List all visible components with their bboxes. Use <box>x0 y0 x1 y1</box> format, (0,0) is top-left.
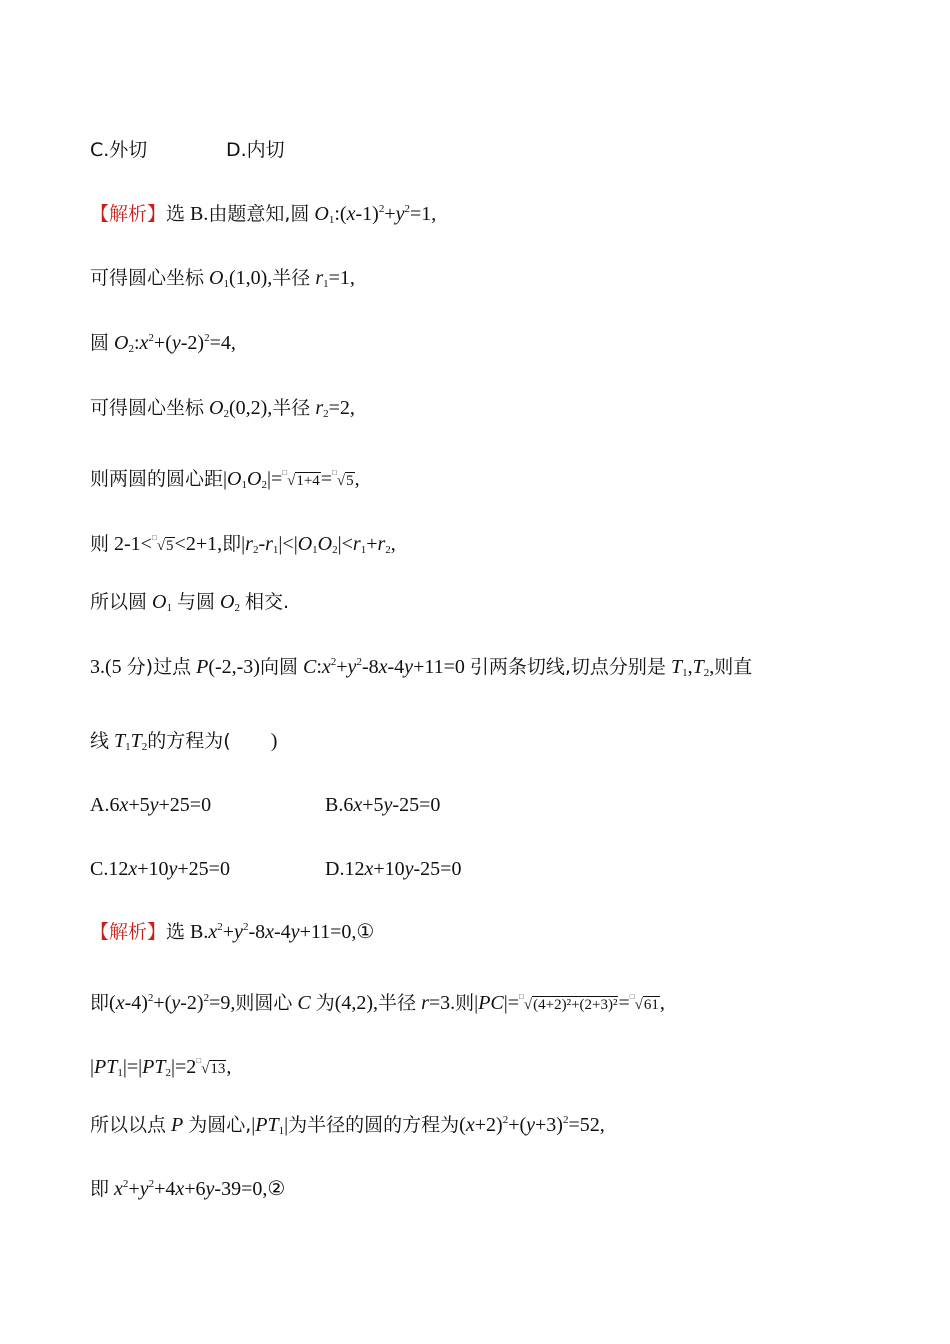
solution-tag: 【解析】 <box>90 203 167 225</box>
q2-option-c: C.外切 <box>90 139 148 161</box>
q3-stem-line-1: 3.(5 分)过点 P(-2,-3)向圆 $C:x^2+y^2-8x-4y+11=0$ 引两条切线,切点分别是 $T_1,T_2$,则直 <box>90 656 753 679</box>
q3-solution-line-3: $|PT_1|=|PT_2|=2^□√13$, <box>90 1056 232 1079</box>
q2-solution-line-7: 所以圆 $O_1$ 与圆 $O_2$ 相交. <box>90 591 289 614</box>
q2-solution-line-5: 则两圆的圆心距$|O_1O_2|=^□√1+4=^□√5$, <box>90 468 360 491</box>
q3-option-c: C.12x+10y+25=0 <box>90 858 230 880</box>
q2-solution-line-6: 则 2-1<□√5<2+1,即$|r_2-r_1|<|O_1O_2|<r_1+r_2$, <box>90 533 396 556</box>
radical-5: □√61 <box>629 992 659 1013</box>
q3-solution-line-5: 即 $x^2+y^2+4x+6y-39=0,②$ <box>90 1178 286 1200</box>
radical-1: □√1+4 <box>282 468 320 489</box>
center-coord-label-2: 可得圆心坐标 <box>90 397 205 419</box>
radical-6: □√13 <box>196 1056 226 1077</box>
q3-option-d: D.12x+10y-25=0 <box>325 858 462 880</box>
q3-solution-line-1: 【解析】选 $B.x^2+y^2-8x-4y+11=0,①$ <box>90 921 375 943</box>
solution-tag-2: 【解析】 <box>90 921 167 943</box>
q2-solution-line-2: 可得圆心坐标 $O_1(1,0)$,半径 $r_1=1$, <box>90 267 355 290</box>
q2-solution-line-1: 【解析】选 B.由题意知,圆 $O_1:(x-1)^2+y^2=1$, <box>90 203 437 226</box>
radical-4: □√(4+2)²+(2+3)² <box>519 992 618 1013</box>
q3-option-b: B.6x+5y-25=0 <box>325 794 441 816</box>
radical-3: □√5 <box>151 533 174 554</box>
circle-word: 圆 <box>90 332 110 354</box>
q2-option-d: D.内切 <box>226 139 285 161</box>
radical-2: □√5 <box>332 468 354 489</box>
q3-solution-line-2: 即$(x-4)^2+(y-2)^2=9$,则圆心 C 为(4,2),半径 r=3.则|PC|=□√(4+2)²+(2+3)²=□√61, <box>90 992 665 1014</box>
center-coord-label: 可得圆心坐标 <box>90 267 205 289</box>
q2-solution-line-4: 可得圆心坐标 $O_2(0,2)$,半径 $r_2=2$, <box>90 397 355 420</box>
q3-stem-line-2: 线 $T_1T_2$的方程为( ) <box>90 730 278 753</box>
q2-solution-line-3: 圆 $O_2:x^2+(y-2)^2=4$, <box>90 332 236 355</box>
q3-solution-line-4: 所以以点 P 为圆心$,|PT_1|$为半径的圆的方程为$(x+2)^2+(y+3)^2=52$, <box>90 1114 605 1137</box>
q3-option-a: A.6x+5y+25=0 <box>90 794 212 816</box>
distance-label: 则两圆的圆心距 <box>90 468 224 490</box>
